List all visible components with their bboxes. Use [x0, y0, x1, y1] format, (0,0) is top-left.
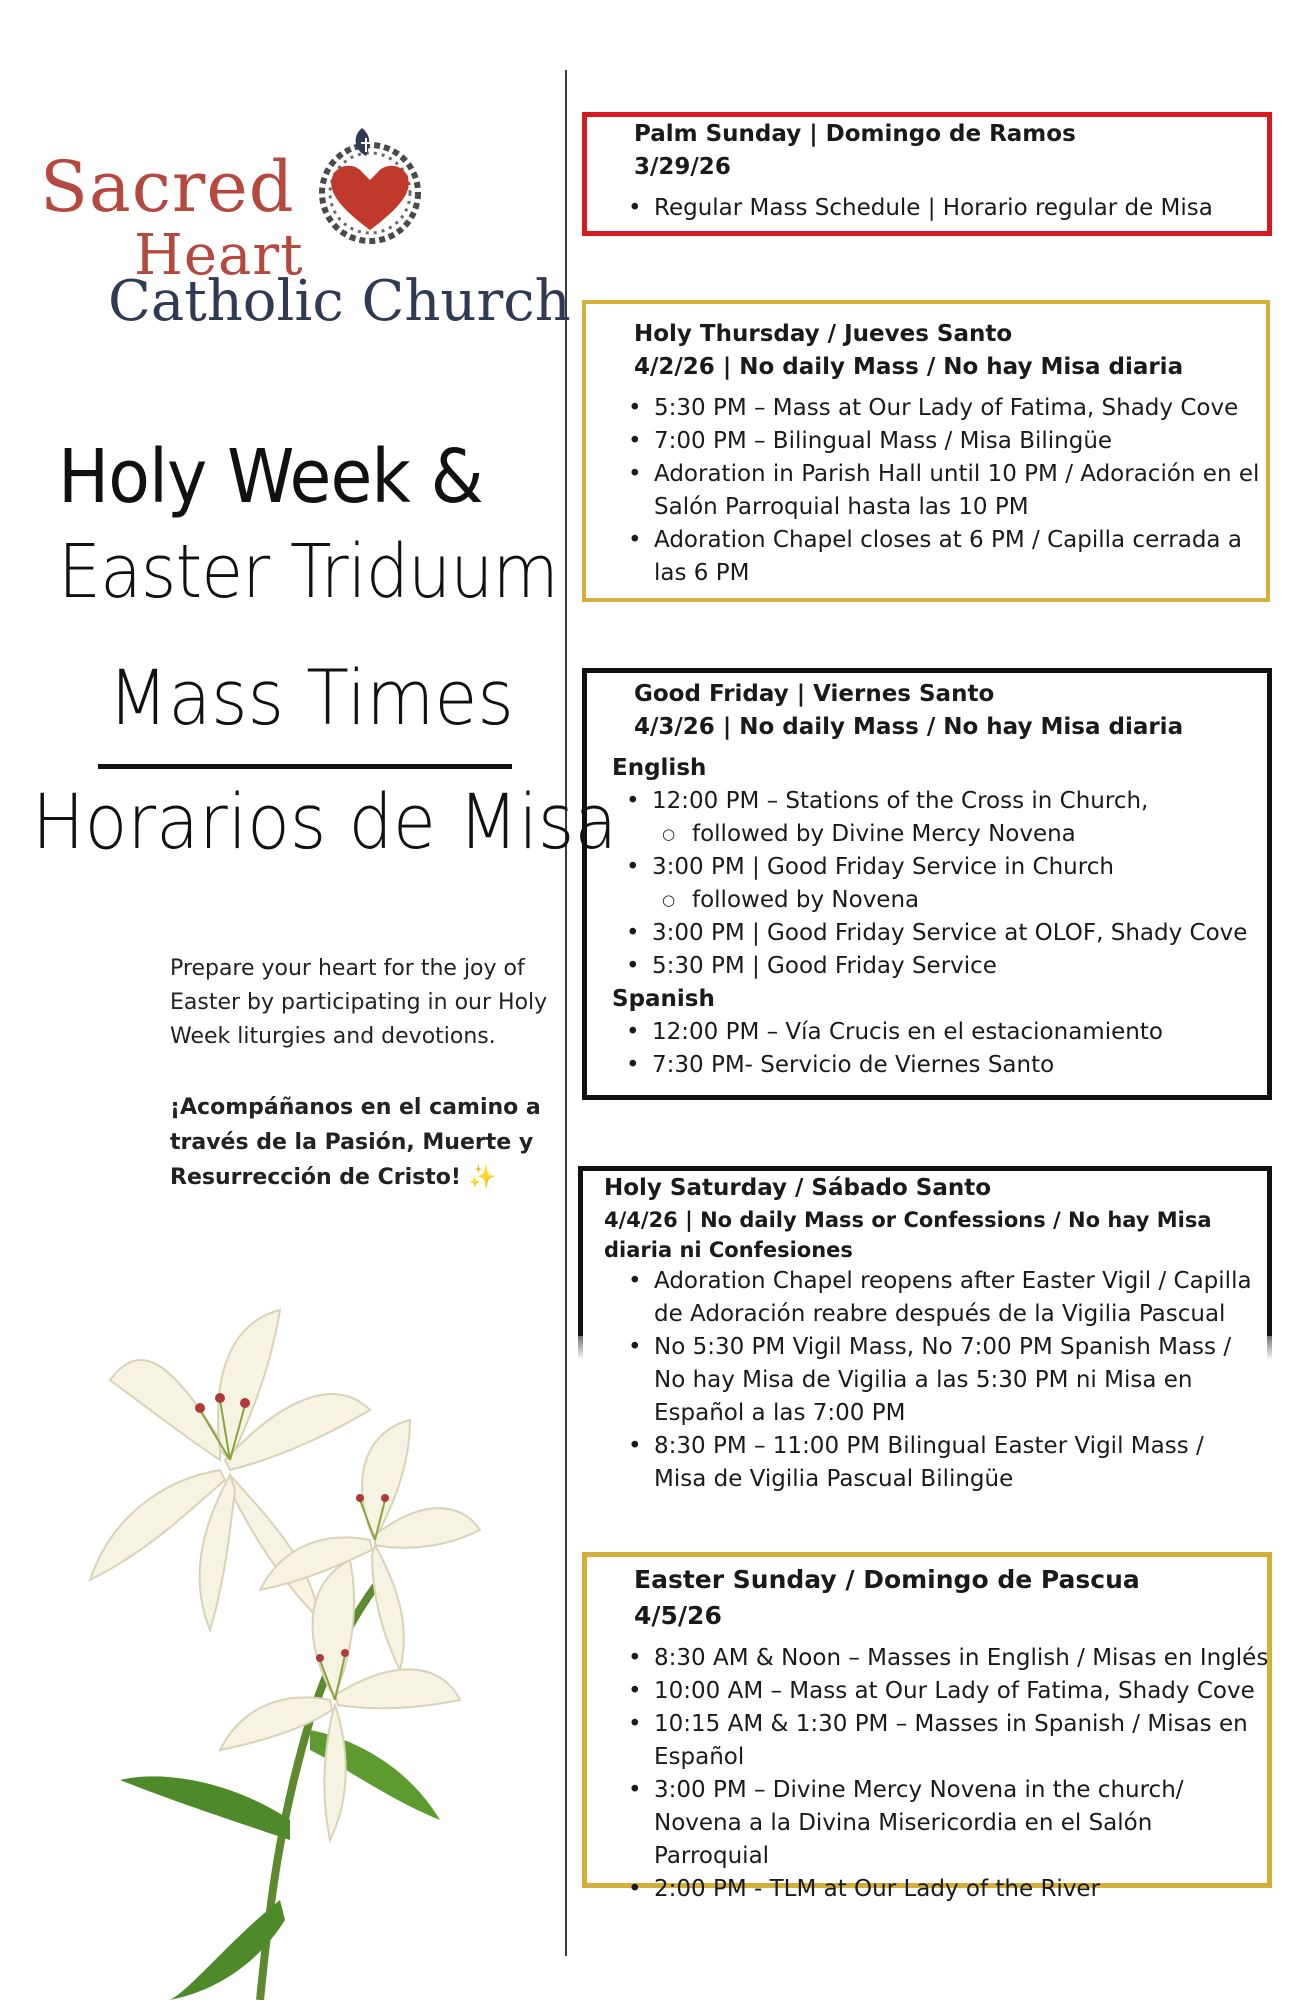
list-item: • No 5:30 PM Vigil Mass, No 7:00 PM Spanish Mass / No hay Misa de Vigilia a las 5:30 PM ni Misa en Español a las 7:00 PM — [614, 1331, 1254, 1430]
holy-thursday-date: 4/2/26 | No daily Mass / No hay Misa diaria — [634, 354, 1184, 380]
list-item: • 3:00 PM – Divine Mercy Novena in the church/ Novena a la Divina Misericordia en el Salón Parroquial — [614, 1774, 1274, 1873]
palm-sunday-heading: Palm Sunday | Domingo de Ramos — [634, 121, 1076, 147]
logo-sacred-text: Sacred — [40, 146, 295, 228]
holy-saturday-date: 4/4/26 | No daily Mass or Confessions / No hay Misa diaria ni Confesiones — [604, 1208, 1212, 1262]
holy-thursday-section — [634, 318, 1274, 590]
easter-sunday-heading: Easter Sunday / Domingo de Pascua — [634, 1565, 1140, 1594]
good-friday-section — [612, 678, 1272, 1082]
list-item: • Adoration in Parish Hall until 10 PM / Adoración en el Salón Parroquial hasta las 10 PM — [614, 458, 1274, 524]
center-divider-line — [565, 70, 567, 1956]
title-holy-week: Holy Week & — [58, 434, 483, 520]
good-friday-heading: Good Friday | Viernes Santo — [634, 681, 995, 707]
list-item: • 7:30 PM- Servicio de Viernes Santo — [612, 1049, 1272, 1082]
title-mass-times: Mass Times — [108, 653, 514, 742]
intro-english: Prepare your heart for the joy of Easter by participating in our Holy Week liturgies and devotions. — [170, 956, 548, 1049]
sacred-heart-emblem-icon — [300, 118, 440, 248]
title-easter-triduum: Easter Triduum — [58, 529, 558, 615]
list-item: • Adoration Chapel closes at 6 PM / Capilla cerrada a las 6 PM — [614, 524, 1274, 590]
list-subitem: ○ followed by Novena — [612, 884, 1272, 917]
list-item: • 7:00 PM – Bilingual Mass / Misa Bilingüe — [614, 425, 1274, 458]
title-rule — [98, 764, 512, 769]
spanish-label: Spanish — [612, 986, 715, 1012]
holy-saturday-section — [604, 1172, 1284, 1496]
list-subitem: ○ followed by Divine Mercy Novena — [612, 818, 1272, 851]
list-item: • 5:30 PM | Good Friday Service — [612, 950, 1272, 983]
list-item: • Regular Mass Schedule | Horario regular de Misa — [614, 192, 1274, 225]
intro-spanish: ¡Acompáñanos en el camino a través de la Pasión, Muerte y Resurrección de Cristo! ✨ — [170, 1095, 541, 1190]
list-item: • 8:30 AM & Noon – Masses in English / Misas en Inglés — [614, 1642, 1274, 1675]
title-horarios-de-misa: Horarios de Misa — [32, 777, 618, 866]
logo-catholic-church-text: Catholic Church — [108, 269, 571, 334]
list-item: • 3:00 PM | Good Friday Service at OLOF, Shady Cove — [612, 917, 1272, 950]
list-item: • 8:30 PM – 11:00 PM Bilingual Easter Vigil Mass / Misa de Vigilia Pascual Bilingüe — [614, 1430, 1254, 1496]
list-item: • 10:15 AM & 1:30 PM – Masses in Spanish / Misas en Español — [614, 1708, 1274, 1774]
list-item: • 3:00 PM | Good Friday Service in Church — [612, 851, 1272, 884]
list-item: • 5:30 PM – Mass at Our Lady of Fatima, Shady Cove — [614, 392, 1274, 425]
palm-sunday-date: 3/29/26 — [634, 154, 731, 180]
list-item: • 12:00 PM – Vía Crucis en el estacionamiento — [612, 1016, 1272, 1049]
easter-sunday-date: 4/5/26 — [634, 1601, 722, 1630]
church-logo — [36, 118, 571, 338]
easter-sunday-section — [634, 1562, 1274, 1906]
good-friday-date: 4/3/26 | No daily Mass / No hay Misa diaria — [634, 714, 1184, 740]
list-item: • 2:00 PM - TLM at Our Lady of the River — [614, 1873, 1274, 1906]
list-item: • 10:00 AM – Mass at Our Lady of Fatima, Shady Cove — [614, 1675, 1274, 1708]
easter-lily-illustration — [80, 1300, 500, 2000]
logo-heart-text: Heart — [134, 223, 304, 288]
list-item: • 12:00 PM – Stations of the Cross in Church, — [612, 785, 1272, 818]
holy-saturday-heading: Holy Saturday / Sábado Santo — [604, 1175, 992, 1201]
holy-saturday-box-fade-left — [578, 1320, 583, 1360]
list-item: • Adoration Chapel reopens after Easter Vigil / Capilla de Adoración reabre después de la Vigilia Pascual — [614, 1265, 1254, 1331]
english-label: English — [612, 755, 707, 781]
holy-thursday-heading: Holy Thursday / Jueves Santo — [634, 321, 1013, 347]
sparkle-icon: ✨ — [468, 1165, 496, 1190]
palm-sunday-section — [634, 118, 1274, 225]
